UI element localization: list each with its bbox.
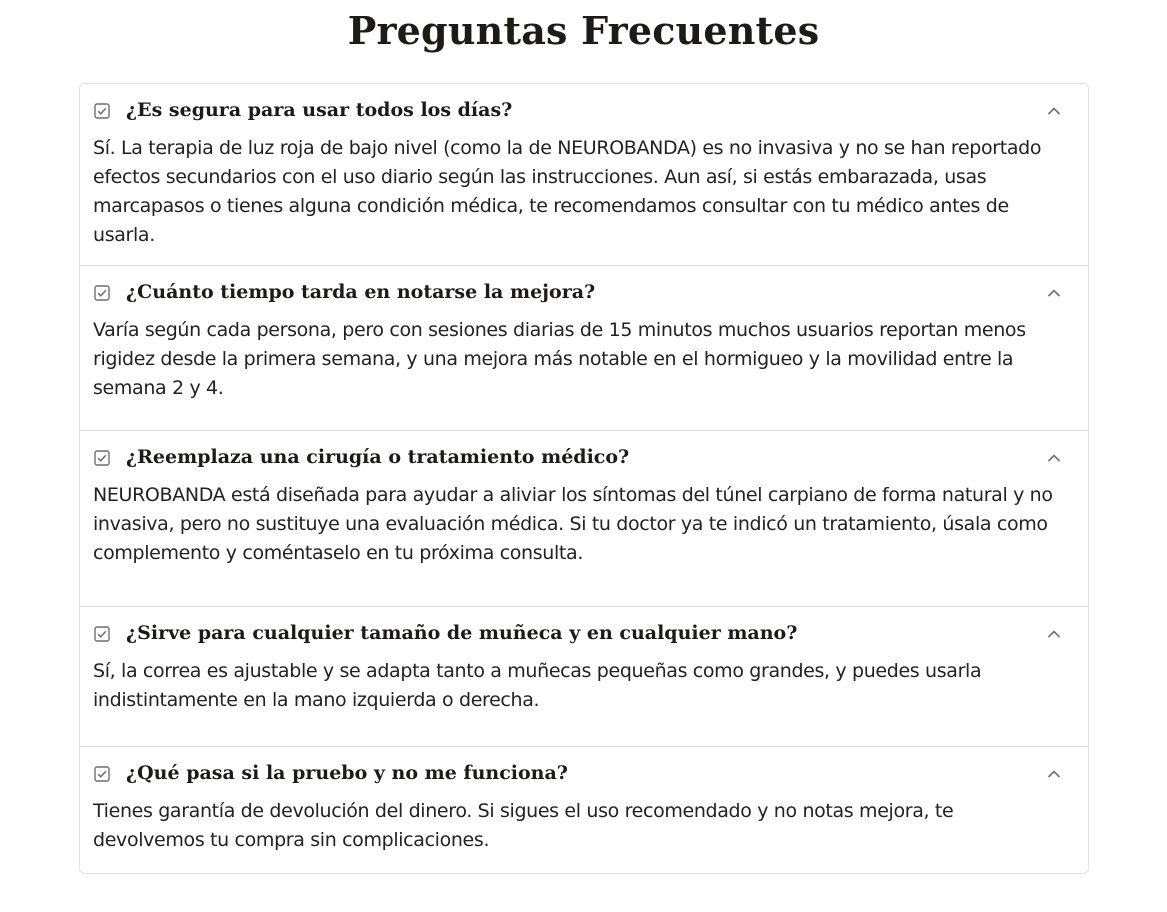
- chevron-up-icon[interactable]: [1047, 453, 1061, 463]
- faq-question: ¿Qué pasa si la pruebo y no me funciona?: [126, 762, 568, 784]
- check-square-icon: [94, 626, 110, 642]
- faq-item: [80, 84, 1088, 266]
- faq-question-toggle[interactable]: [80, 607, 1088, 657]
- faq-item: [80, 607, 1088, 747]
- faq-answer: Sí. La terapia de luz roja de bajo nivel (como la de NEUROBANDA) es no invasiva y no se han reportado efectos secundarios con el uso diario según las instrucciones. Aun así, si estás embarazada, usas marcapasos o tienes alguna condición médica, te recomendamos consultar con tu médico antes de usarla.: [93, 137, 1042, 246]
- faq-question: ¿Sirve para cualquier tamaño de muñeca y en cualquier mano?: [126, 622, 798, 644]
- faq-item: [80, 431, 1088, 607]
- faq-question-toggle[interactable]: [80, 266, 1088, 316]
- faq-item: [80, 266, 1088, 431]
- check-square-icon: [94, 103, 110, 119]
- faq-question-toggle[interactable]: [80, 747, 1088, 797]
- faq-question-toggle[interactable]: [80, 84, 1088, 134]
- chevron-up-icon[interactable]: [1047, 106, 1061, 116]
- chevron-up-icon[interactable]: [1047, 288, 1061, 298]
- chevron-up-icon[interactable]: [1047, 769, 1061, 779]
- check-square-icon: [94, 766, 110, 782]
- faq-item: [80, 747, 1088, 873]
- faq-answer: Varía según cada persona, pero con sesiones diarias de 15 minutos muchos usuarios reportan menos rigidez desde la primera semana, y una mejora más notable en el hormigueo y la movilidad entre la semana 2 y 4.: [93, 319, 1026, 399]
- faq-question: ¿Cuánto tiempo tarda en notarse la mejora?: [126, 281, 596, 303]
- check-square-icon: [94, 450, 110, 466]
- faq-answer: NEUROBANDA está diseñada para ayudar a aliviar los síntomas del túnel carpiano de forma natural y no invasiva, pero no sustituye una evaluación médica. Si tu doctor ya te indicó un tratamiento, úsala como complemento y coméntaselo en tu próxima consulta.: [93, 484, 1053, 564]
- check-square-icon: [94, 285, 110, 301]
- faq-list: [79, 83, 1089, 874]
- faq-answer: Sí, la correa es ajustable y se adapta tanto a muñecas pequeñas como grandes, y puedes usarla indistintamente en la mano izquierda o derecha.: [93, 660, 982, 711]
- chevron-up-icon[interactable]: [1047, 629, 1061, 639]
- faq-question-toggle[interactable]: [80, 431, 1088, 481]
- page-title: Preguntas Frecuentes: [347, 8, 820, 53]
- faq-question: ¿Reemplaza una cirugía o tratamiento médico?: [126, 446, 630, 468]
- faq-question: ¿Es segura para usar todos los días?: [126, 99, 513, 121]
- faq-answer: Tienes garantía de devolución del dinero. Si sigues el uso recomendado y no notas mejora, te devolvemos tu compra sin complicaciones.: [93, 800, 954, 851]
